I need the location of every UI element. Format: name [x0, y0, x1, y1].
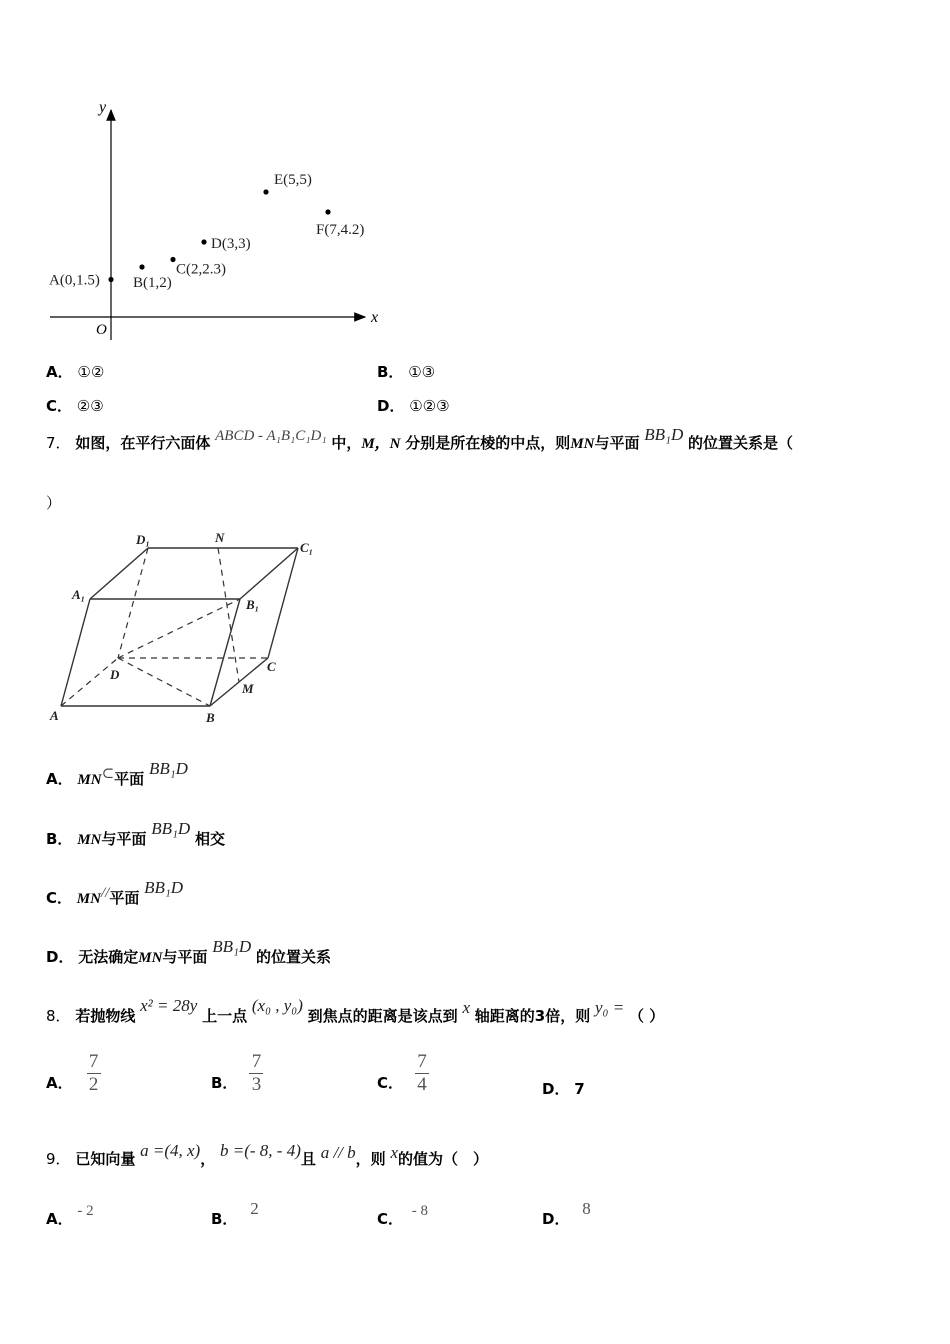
fraction: $\frac{7}{3}$ — [249, 1052, 263, 1095]
q6-option-b[interactable] — [377, 361, 435, 382]
q7-option-d[interactable]: D． 无法确定MN与平面 BB₁D 的位置关系 — [46, 937, 331, 966]
parallelepiped-figure — [40, 525, 340, 730]
scatter-point — [139, 264, 144, 269]
vertex-label: N — [215, 530, 225, 545]
scatter-point — [201, 239, 206, 244]
point-coords: (x₀ , y₀) — [251, 996, 303, 1015]
vector-a: a =(4, x) — [140, 1141, 201, 1160]
solid-name: ABCD - A₁B₁C₁D₁ — [215, 428, 327, 444]
option-text: ①② — [77, 363, 105, 381]
scatter-point — [263, 189, 268, 194]
vertex-label: D₁ — [136, 532, 150, 547]
q6-option-a[interactable] — [46, 361, 104, 382]
point-label: E(5,5) — [274, 172, 312, 188]
q9-option-b[interactable]: B． 2 — [211, 1199, 259, 1228]
q6-option-c[interactable] — [46, 395, 104, 416]
vertex-label: D — [110, 667, 120, 682]
origin-label: O — [96, 322, 107, 338]
point-label: C(2,2.3) — [176, 261, 226, 278]
q9-stem: 9． 已知向量 a =(4, x)， b =(- 8, - 4)且 a // b，则 x的值为（ ） — [46, 1141, 488, 1168]
q7-close: ） — [46, 494, 62, 512]
q9-option-d[interactable]: D． 8 — [542, 1199, 591, 1228]
option-text: ①②③ — [409, 397, 450, 415]
question-number: 9． — [46, 1150, 71, 1168]
q7-stem: 7． 如图，在平行六面体 ABCD - A₁B₁C₁D₁ 中，M，N 分别是所在棱的中点，则MN与平面 BB₁D 的位置关系是（ — [46, 425, 794, 452]
vertex-label: C — [267, 659, 276, 674]
option-key: C． — [46, 397, 73, 415]
scatter-point — [170, 257, 175, 262]
axis-x-label: x — [371, 309, 379, 326]
q8-option-b[interactable]: B． $\frac{7}{3}$ — [211, 1052, 263, 1095]
vertex-label: A₁ — [72, 587, 86, 602]
point-label: D(3,3) — [211, 236, 251, 252]
fraction: $\frac{7}{4}$ — [415, 1052, 429, 1095]
q7-option-c[interactable]: C． MN//平面 BB₁D — [46, 878, 184, 907]
vertex-label: C₁ — [300, 540, 314, 555]
option-text: ②③ — [76, 397, 104, 415]
q9-option-a[interactable]: A． - 2 — [46, 1203, 94, 1228]
point-label: B(1,2) — [133, 275, 172, 291]
scatter-point — [108, 277, 113, 282]
scatter-figure — [40, 90, 400, 350]
plane-name: BB₁D — [644, 425, 684, 444]
vertex-label: A — [50, 708, 59, 723]
vertex-label: B₁ — [246, 597, 260, 612]
option-key: A． — [46, 363, 73, 381]
question-number: 8． — [46, 1007, 71, 1025]
vector-b: b =(- 8, - 4) — [220, 1141, 301, 1160]
question-number: 7． — [46, 434, 71, 452]
scatter-point — [325, 209, 330, 214]
q8-option-d[interactable]: D． 7 — [542, 1080, 585, 1098]
option-key: D． — [377, 397, 405, 415]
q8-option-a[interactable]: A． $\frac{7}{2}$ — [46, 1052, 101, 1095]
point-label: F(7,4.2) — [316, 222, 365, 238]
axis-y-label: y — [99, 99, 107, 116]
q9-option-c[interactable]: C． - 8 — [377, 1203, 429, 1228]
option-key: B． — [377, 363, 404, 381]
point-label: A(0,1.5) — [49, 272, 100, 289]
parabola-equation: x² = 28y — [140, 996, 198, 1015]
q8-option-c[interactable]: C． $\frac{7}{4}$ — [377, 1052, 429, 1095]
q8-stem: 8． 若抛物线 x² = 28y 上一点 (x₀ , y₀) 到焦点的距离是该点到 x 轴距离的3倍，则 y₀ = （ ） — [46, 996, 665, 1025]
vertex-label: M — [242, 681, 254, 696]
q7-option-a[interactable]: A． MN⊂平面 BB₁D — [46, 759, 188, 788]
q6-option-d[interactable] — [377, 395, 450, 416]
option-text: ①③ — [408, 363, 436, 381]
vertex-label: B — [206, 710, 215, 725]
fraction: $\frac{7}{2}$ — [87, 1052, 101, 1095]
q7-option-b[interactable]: B． MN与平面 BB₁D 相交 — [46, 819, 225, 848]
